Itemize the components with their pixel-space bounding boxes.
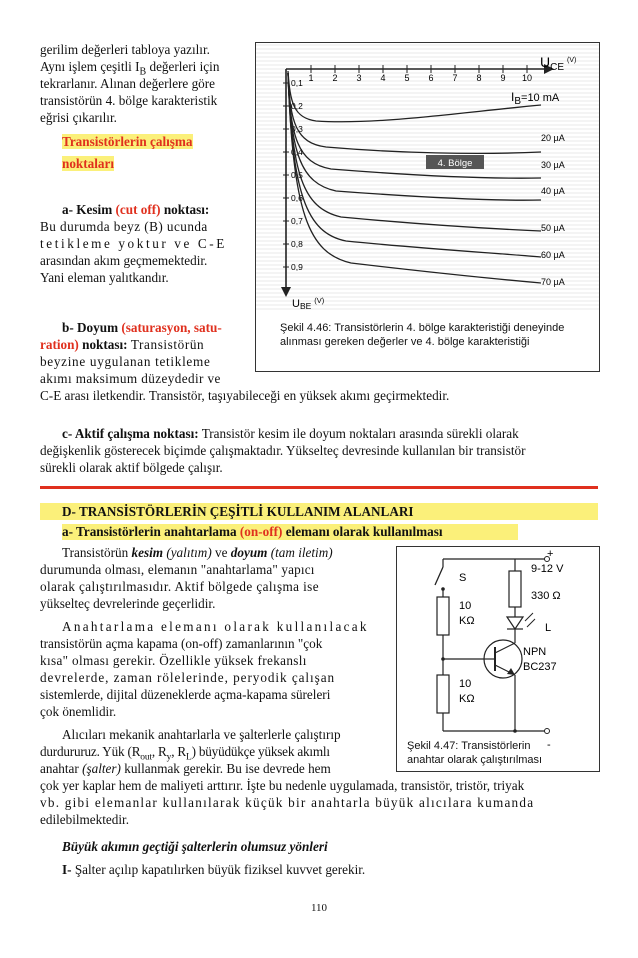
circuit-diagram [397, 547, 599, 751]
curve-label: 30 µA [541, 160, 565, 170]
text-line: akımı maksimum düzeydedir ve [40, 371, 221, 386]
svg-text:3: 3 [356, 73, 362, 83]
svg-text:5: 5 [404, 73, 410, 83]
text-line: durdururuz. Yük ($R_{out}$, $R_y$, $R_L$) büyüdükçe yüksek akımlı [40, 744, 330, 763]
text-line: edilebilmektedir. [40, 812, 129, 827]
curve-label: 60 µA [541, 250, 565, 260]
text-line: çok önemlidir. [40, 704, 117, 719]
svg-text:6: 6 [428, 73, 434, 83]
text-line: tekrarlanır. Alınan değerlere göre [40, 76, 216, 91]
svg-text:0,6: 0,6 [291, 193, 303, 203]
text-line: Aynı işlem çeşitli $I_B$ değerleri için [40, 59, 220, 78]
text-line: transistörün 4. bölge karakteristik [40, 93, 218, 108]
curve-label: 40 µA [541, 186, 565, 196]
text-line: eğrisi çıkarılır. [40, 110, 117, 125]
text-line: devrelerde, zaman rölelerinde, peryodik çalışan [40, 670, 336, 685]
svg-text:9: 9 [500, 73, 506, 83]
r2-label: 10 [459, 678, 472, 690]
text-line: Bu durumda beyz (B) ucunda [40, 219, 208, 234]
minus-terminal [545, 729, 550, 734]
kesim-heading: a- Kesim (cut off) noktası: [62, 202, 210, 217]
text-line: ration) noktası: Transistörün [40, 337, 205, 352]
text-line: Yani eleman yalıtkandır. [40, 270, 169, 285]
transistor-type: NPN [523, 646, 547, 658]
r1-label: 10 [459, 600, 472, 612]
region-label: 4. Bölge [437, 158, 473, 169]
aktif-line: c- Aktif çalışma noktası: Transistör kesim ile doyum noktaları arasında sürekli olarak [62, 426, 519, 441]
svg-text:7: 7 [452, 73, 458, 83]
page-number: 110 [310, 902, 328, 914]
text-line: değişkenlik gösterecek biçimde çalışmaktadır. Yükselteç devresinde kullanılan bir transistör [40, 443, 526, 458]
svg-text:10: 10 [521, 73, 533, 83]
text-line: olarak çalıştırılmasıdır. Aktif bölgede çalışma ise [40, 579, 319, 594]
text-line: transistörün açma kapama (on-off) zamanlarının "çok [40, 636, 323, 651]
transistor-model: BC237 [523, 661, 557, 673]
list-item: I- Şalter açılıp kapatılırken büyük fiziksel kuvvet gerekir. [62, 862, 366, 877]
text-line: Transistörün kesim (yalıtım) ve doyum (tam iletim) [62, 545, 333, 560]
ube-label: $UBE^{(V)}$ [292, 296, 325, 311]
svg-text:0,5: 0,5 [291, 170, 303, 180]
text-line: gerilim değerleri tabloya yazılır. [40, 42, 210, 57]
svg-text:4: 4 [380, 73, 386, 83]
text-line: beyzine uygulanan tetikleme [40, 354, 211, 369]
figure-caption: Şekil 4.46: Transistörlerin 4. bölge karakteristiği deneyinde alınması gereken değerler ve 4. bölge karakteristiği [280, 322, 565, 348]
text-line: durumunda olması, elemanın "anahtarlama" yapıcı [40, 562, 315, 577]
text-line: sürekli olarak aktif bölgede çalışır. [40, 460, 223, 475]
svg-text:0,7: 0,7 [291, 216, 303, 226]
r3-label: 330 Ω [531, 590, 561, 602]
svg-text:0,9: 0,9 [291, 262, 303, 272]
section-d-heading: D- TRANSİSTÖRLERİN ÇEŞİTLİ KULLANIM ALANLARI [40, 503, 598, 520]
svg-text:0,1: 0,1 [291, 78, 303, 88]
text-line: arasından akım geçmemektedir. [40, 253, 208, 268]
section-heading: Transistörlerin çalışma [62, 134, 193, 149]
led-label: L [545, 622, 552, 634]
resistor-10k-bottom-icon [437, 675, 449, 713]
uce-label: $U_{CE}^{(V)}$ [540, 54, 577, 73]
switch-label: S [459, 572, 467, 584]
text-line: yükselteç devrelerinde geçerlidir. [40, 596, 216, 611]
svg-text:0,8: 0,8 [291, 239, 303, 249]
text-line: anahtar (şalter) kullanmak gerekir. Bu ise devrede hem [40, 761, 331, 776]
section-divider [40, 486, 598, 489]
text-line: tetikleme yoktur ve C-E [40, 236, 227, 251]
text-line: C-E arası iletkendir. Transistör, taşıyabileceği en yüksek akımı geçirmektedir. [40, 388, 450, 403]
resistor-330-icon [509, 571, 521, 607]
resistor-10k-top-icon [437, 597, 449, 635]
supply-label: 9-12 V [531, 563, 564, 575]
text-line: Anahtarlama elemanı olarak kullanılacak [62, 619, 369, 634]
section-heading: noktaları [62, 156, 115, 171]
light-arrow-icon [527, 619, 535, 627]
text-line: Alıcıları mekanik anahtarlarla ve şalterlerle çalıştırıp [62, 727, 341, 742]
minus-label: - [547, 739, 551, 751]
doyum-heading: b- Doyum (saturasyon, satu- [62, 320, 222, 335]
light-arrow-icon [525, 613, 533, 621]
r1-unit: KΩ [459, 615, 475, 627]
figure-4-46 [255, 42, 600, 372]
curve-label: 70 µA [541, 277, 565, 287]
junction [513, 729, 517, 733]
svg-text:2: 2 [332, 73, 338, 83]
svg-text:1: 1 [308, 73, 314, 83]
figure-4-47 [396, 546, 600, 772]
text-line: vb. gibi elemanlar kullanılarak küçük bir anahtarla büyük alıcılara kumanda [40, 795, 535, 810]
figure-caption: Şekil 4.47: Transistörlerin anahtar olarak çalıştırılması [407, 740, 543, 766]
subsection-b-heading: Büyük akımın geçtiği şalterlerin olumsuz yönleri [62, 839, 328, 854]
text-line: kısa" olması gerekir. Özellikle yüksek frekanslı [40, 653, 307, 668]
svg-text:0,2: 0,2 [291, 101, 303, 111]
r2-unit: KΩ [459, 693, 475, 705]
plus-label: + [547, 548, 554, 560]
subsection-a-heading: a- Transistörlerin anahtarlama (on-off) elemanı olarak kullanılması [62, 524, 518, 540]
curve-label: 20 µA [541, 133, 565, 143]
switch-icon [435, 567, 443, 585]
text-line: çok yer kaplar hem de maliyeti arttırır. İşte bu nedenle uygulamada, transistör, tristör, triyak [40, 778, 525, 793]
characteristic-chart [256, 43, 599, 311]
svg-text:0,4: 0,4 [291, 147, 303, 157]
text-line: sistemlerde, dijital düzeneklerde açma-kapama süreleri [40, 687, 331, 702]
led-icon [507, 617, 523, 629]
svg-text:8: 8 [476, 73, 482, 83]
curve-label: 50 µA [541, 223, 565, 233]
svg-text:0,3: 0,3 [291, 124, 303, 134]
ib-label: $I_B=10$ mA [511, 90, 560, 107]
